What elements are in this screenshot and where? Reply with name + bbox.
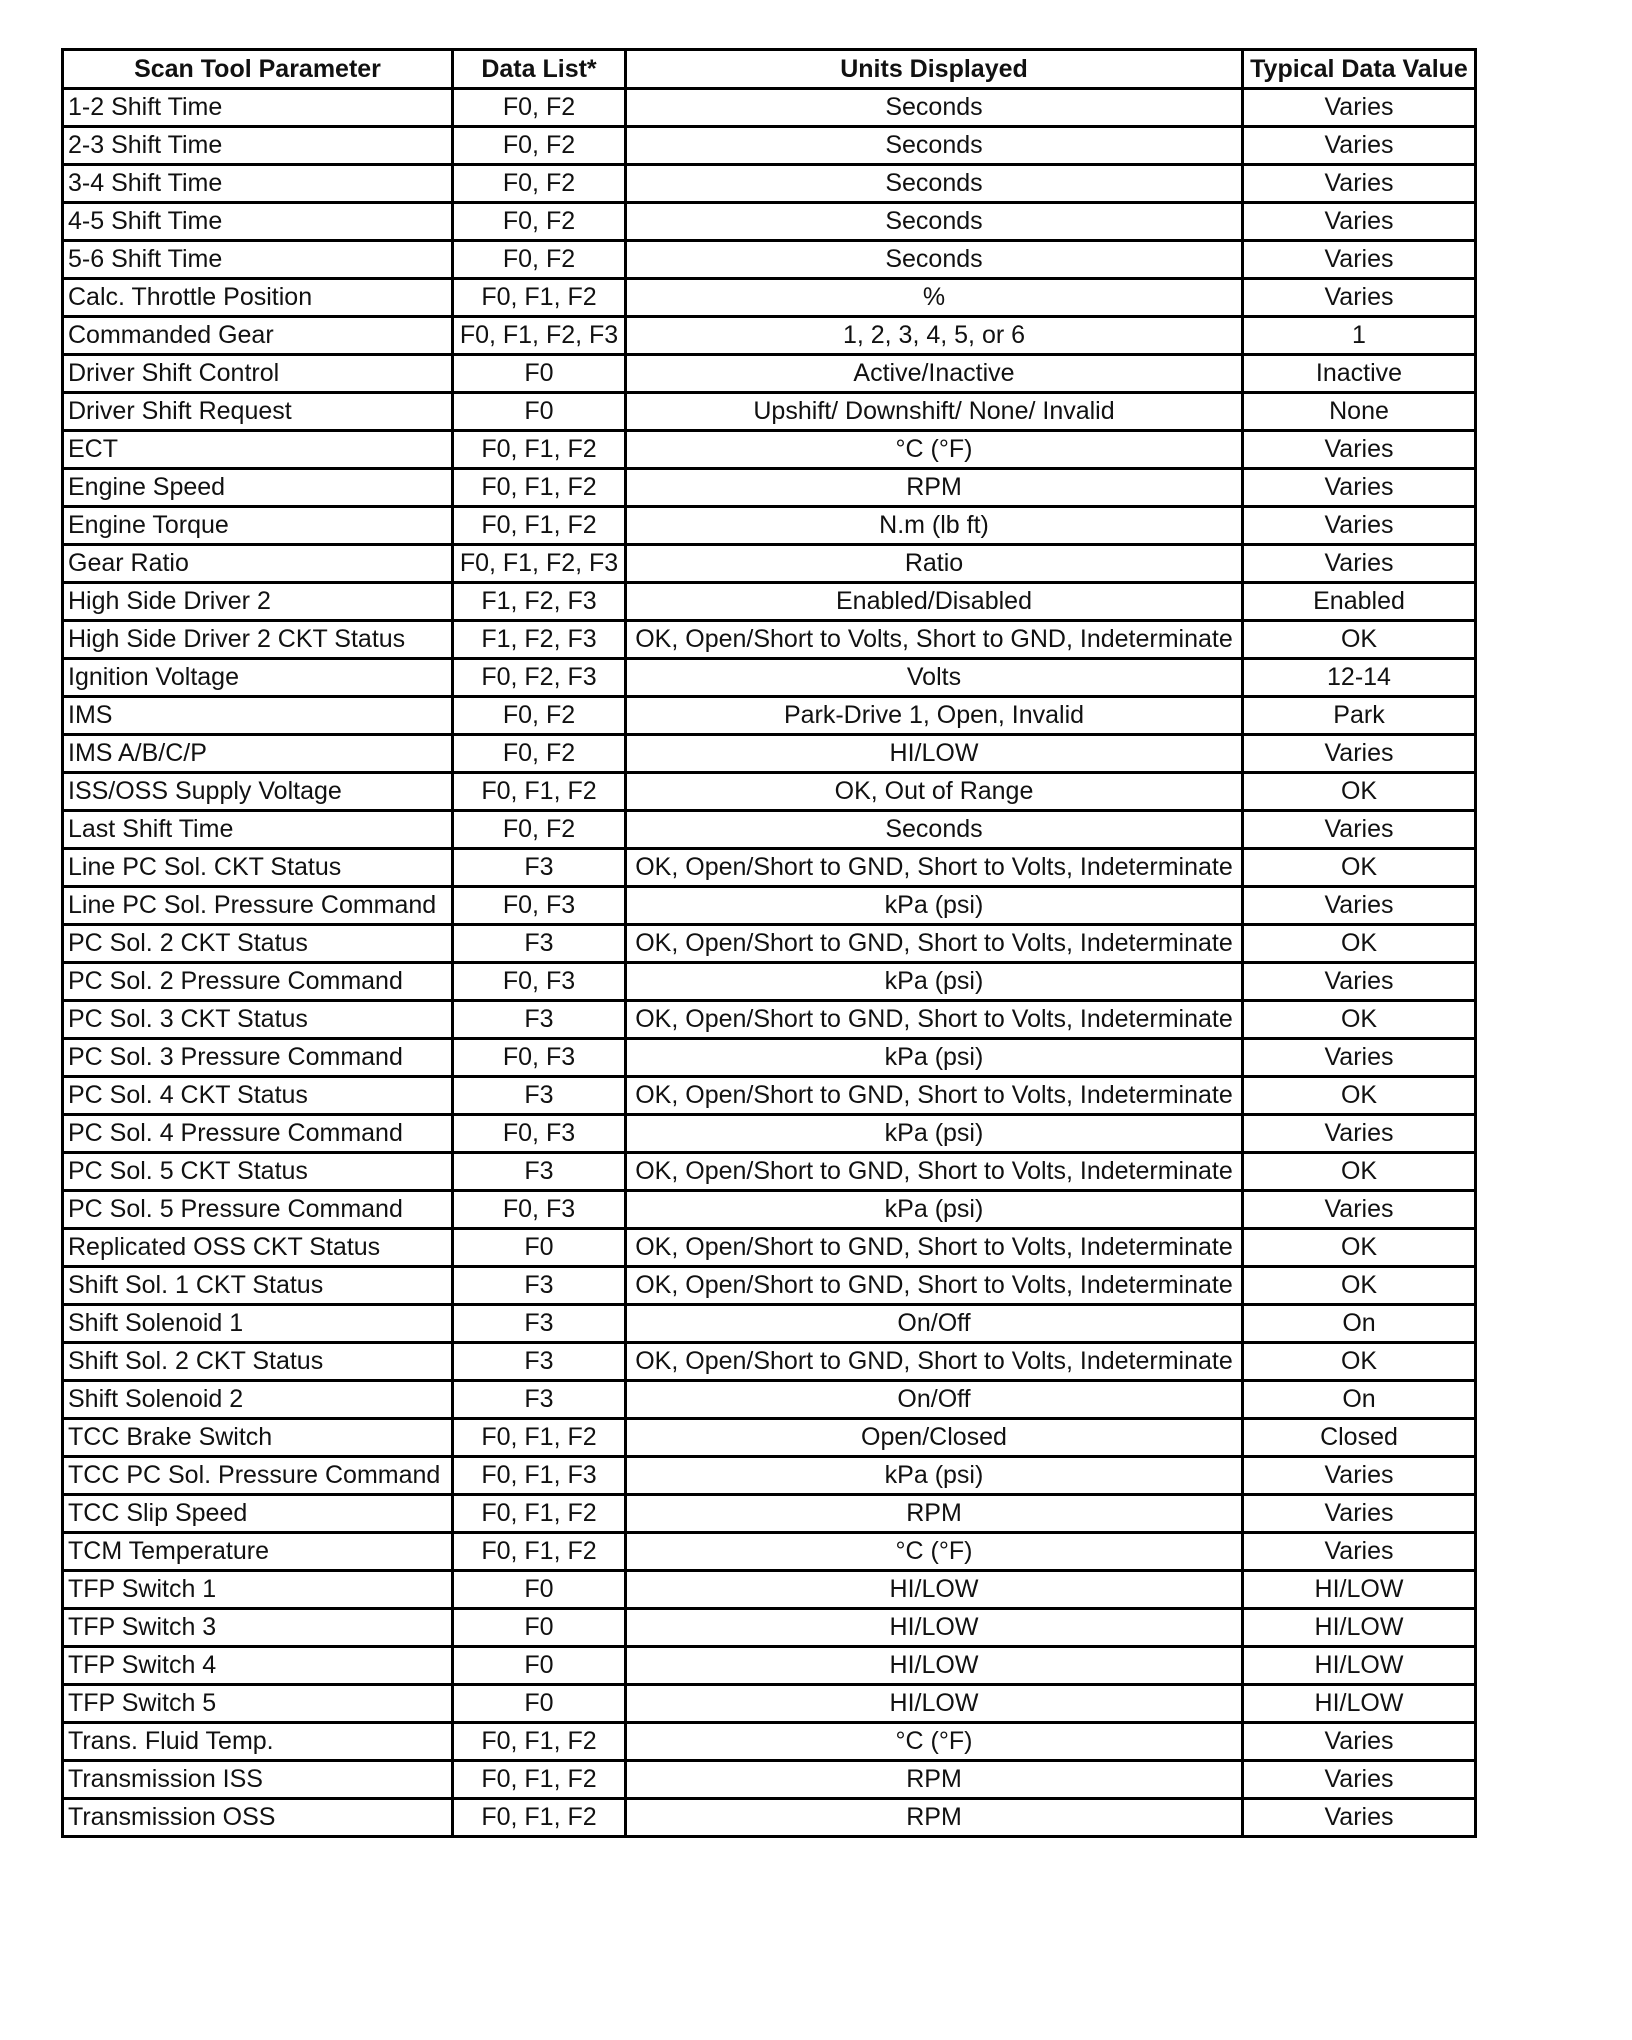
typical-value-cell: OK: [1243, 1001, 1476, 1039]
data-list-cell: F3: [453, 1077, 626, 1115]
parameter-cell: TFP Switch 1: [63, 1571, 453, 1609]
typical-value-cell: Varies: [1243, 1533, 1476, 1571]
data-list-cell: F0, F3: [453, 887, 626, 925]
typical-value-cell: Varies: [1243, 1723, 1476, 1761]
typical-value-cell: Varies: [1243, 127, 1476, 165]
units-cell: N.m (lb ft): [626, 507, 1243, 545]
units-cell: %: [626, 279, 1243, 317]
typical-value-cell: Varies: [1243, 1799, 1476, 1837]
parameter-cell: Calc. Throttle Position: [63, 279, 453, 317]
parameter-cell: ECT: [63, 431, 453, 469]
units-cell: OK, Open/Short to GND, Short to Volts, Indeterminate: [626, 1343, 1243, 1381]
table-row: [63, 659, 1476, 697]
typical-value-cell: OK: [1243, 1229, 1476, 1267]
table-row: [63, 1533, 1476, 1571]
units-cell: HI/LOW: [626, 1685, 1243, 1723]
data-list-cell: F3: [453, 1343, 626, 1381]
typical-value-cell: OK: [1243, 1267, 1476, 1305]
units-cell: OK, Open/Short to Volts, Short to GND, Indeterminate: [626, 621, 1243, 659]
typical-value-cell: Varies: [1243, 507, 1476, 545]
table-row: [63, 279, 1476, 317]
units-cell: OK, Open/Short to GND, Short to Volts, Indeterminate: [626, 925, 1243, 963]
data-list-cell: F3: [453, 1001, 626, 1039]
parameter-cell: Last Shift Time: [63, 811, 453, 849]
parameter-cell: PC Sol. 2 Pressure Command: [63, 963, 453, 1001]
data-list-cell: F0, F2: [453, 811, 626, 849]
data-list-cell: F0: [453, 1571, 626, 1609]
data-list-cell: F0, F1, F2: [453, 507, 626, 545]
header-data-list: Data List*: [453, 50, 626, 89]
table-row: [63, 1343, 1476, 1381]
units-cell: HI/LOW: [626, 1571, 1243, 1609]
typical-value-cell: Varies: [1243, 469, 1476, 507]
table-row: [63, 1229, 1476, 1267]
table-row: [63, 1381, 1476, 1419]
parameter-cell: 2-3 Shift Time: [63, 127, 453, 165]
typical-value-cell: HI/LOW: [1243, 1685, 1476, 1723]
table-row: [63, 1457, 1476, 1495]
typical-value-cell: Varies: [1243, 89, 1476, 127]
parameter-cell: TCC Brake Switch: [63, 1419, 453, 1457]
table-row: [63, 1609, 1476, 1647]
units-cell: Seconds: [626, 127, 1243, 165]
units-cell: °C (°F): [626, 431, 1243, 469]
parameter-cell: Trans. Fluid Temp.: [63, 1723, 453, 1761]
data-list-cell: F0, F3: [453, 963, 626, 1001]
units-cell: OK, Open/Short to GND, Short to Volts, Indeterminate: [626, 1001, 1243, 1039]
header-row: [63, 50, 1476, 89]
units-cell: kPa (psi): [626, 1039, 1243, 1077]
parameter-cell: ISS/OSS Supply Voltage: [63, 773, 453, 811]
typical-value-cell: OK: [1243, 849, 1476, 887]
typical-value-cell: On: [1243, 1381, 1476, 1419]
data-list-cell: F0, F3: [453, 1039, 626, 1077]
table-row: [63, 1571, 1476, 1609]
parameter-cell: TFP Switch 3: [63, 1609, 453, 1647]
typical-value-cell: Varies: [1243, 1495, 1476, 1533]
units-cell: HI/LOW: [626, 1609, 1243, 1647]
table-row: [63, 1723, 1476, 1761]
table-row: [63, 925, 1476, 963]
data-list-cell: F0, F1, F2: [453, 1533, 626, 1571]
table-row: [63, 1761, 1476, 1799]
parameter-cell: Ignition Voltage: [63, 659, 453, 697]
table-row: [63, 583, 1476, 621]
table-row: [63, 1267, 1476, 1305]
units-cell: Seconds: [626, 89, 1243, 127]
parameter-cell: Shift Solenoid 2: [63, 1381, 453, 1419]
table-row: [63, 469, 1476, 507]
typical-value-cell: Varies: [1243, 1457, 1476, 1495]
typical-value-cell: Varies: [1243, 203, 1476, 241]
typical-value-cell: On: [1243, 1305, 1476, 1343]
data-list-cell: F0: [453, 1685, 626, 1723]
data-list-cell: F0, F2: [453, 89, 626, 127]
table-row: [63, 165, 1476, 203]
units-cell: On/Off: [626, 1305, 1243, 1343]
parameter-cell: Line PC Sol. Pressure Command: [63, 887, 453, 925]
units-cell: OK, Open/Short to GND, Short to Volts, Indeterminate: [626, 849, 1243, 887]
units-cell: RPM: [626, 1799, 1243, 1837]
units-cell: RPM: [626, 1761, 1243, 1799]
typical-value-cell: Varies: [1243, 545, 1476, 583]
data-list-cell: F3: [453, 925, 626, 963]
data-list-cell: F0, F2: [453, 165, 626, 203]
units-cell: RPM: [626, 1495, 1243, 1533]
typical-value-cell: Varies: [1243, 279, 1476, 317]
units-cell: Seconds: [626, 165, 1243, 203]
parameter-cell: Engine Torque: [63, 507, 453, 545]
typical-value-cell: HI/LOW: [1243, 1571, 1476, 1609]
parameter-cell: 1-2 Shift Time: [63, 89, 453, 127]
units-cell: Seconds: [626, 811, 1243, 849]
typical-value-cell: Varies: [1243, 431, 1476, 469]
table-body: [63, 89, 1476, 1837]
table-row: [63, 1039, 1476, 1077]
typical-value-cell: HI/LOW: [1243, 1609, 1476, 1647]
parameter-cell: 3-4 Shift Time: [63, 165, 453, 203]
data-list-cell: F0, F1, F2: [453, 431, 626, 469]
parameter-cell: PC Sol. 2 CKT Status: [63, 925, 453, 963]
table-row: [63, 545, 1476, 583]
table-row: [63, 241, 1476, 279]
data-list-cell: F0, F1, F2, F3: [453, 317, 626, 355]
parameter-cell: Line PC Sol. CKT Status: [63, 849, 453, 887]
parameter-cell: Driver Shift Request: [63, 393, 453, 431]
table-row: [63, 811, 1476, 849]
table-header: [63, 50, 1476, 89]
typical-value-cell: Varies: [1243, 1191, 1476, 1229]
units-cell: Volts: [626, 659, 1243, 697]
typical-value-cell: Inactive: [1243, 355, 1476, 393]
header-scan-tool-parameter: Scan Tool Parameter: [63, 50, 453, 89]
units-cell: Enabled/Disabled: [626, 583, 1243, 621]
table-row: [63, 1495, 1476, 1533]
data-list-cell: F0, F3: [453, 1191, 626, 1229]
units-cell: OK, Open/Short to GND, Short to Volts, Indeterminate: [626, 1267, 1243, 1305]
typical-value-cell: Varies: [1243, 963, 1476, 1001]
table-row: [63, 621, 1476, 659]
units-cell: 1, 2, 3, 4, 5, or 6: [626, 317, 1243, 355]
table-row: [63, 1419, 1476, 1457]
parameter-cell: High Side Driver 2: [63, 583, 453, 621]
units-cell: kPa (psi): [626, 963, 1243, 1001]
parameter-cell: PC Sol. 3 CKT Status: [63, 1001, 453, 1039]
typical-value-cell: Varies: [1243, 165, 1476, 203]
header-typical-data-value: Typical Data Value: [1243, 50, 1476, 89]
parameter-cell: TCC PC Sol. Pressure Command: [63, 1457, 453, 1495]
units-cell: Open/Closed: [626, 1419, 1243, 1457]
units-cell: Seconds: [626, 203, 1243, 241]
table-row: [63, 1115, 1476, 1153]
table-row: [63, 89, 1476, 127]
table-row: [63, 355, 1476, 393]
units-cell: °C (°F): [626, 1723, 1243, 1761]
parameter-cell: PC Sol. 5 Pressure Command: [63, 1191, 453, 1229]
data-list-cell: F0, F1, F2: [453, 1419, 626, 1457]
scan-tool-parameter-table: [61, 48, 1477, 1838]
data-list-cell: F3: [453, 1381, 626, 1419]
typical-value-cell: HI/LOW: [1243, 1647, 1476, 1685]
table-row: [63, 1305, 1476, 1343]
table-row: [63, 1685, 1476, 1723]
parameter-cell: PC Sol. 4 CKT Status: [63, 1077, 453, 1115]
units-cell: OK, Open/Short to GND, Short to Volts, Indeterminate: [626, 1077, 1243, 1115]
parameter-cell: PC Sol. 3 Pressure Command: [63, 1039, 453, 1077]
data-list-cell: F0, F1, F2: [453, 773, 626, 811]
table-row: [63, 1077, 1476, 1115]
units-cell: Seconds: [626, 241, 1243, 279]
parameter-cell: TCM Temperature: [63, 1533, 453, 1571]
typical-value-cell: Varies: [1243, 735, 1476, 773]
typical-value-cell: 1: [1243, 317, 1476, 355]
scan-tool-data-sheet: [61, 48, 1477, 1838]
units-cell: Park-Drive 1, Open, Invalid: [626, 697, 1243, 735]
typical-value-cell: Park: [1243, 697, 1476, 735]
parameter-cell: Transmission ISS: [63, 1761, 453, 1799]
data-list-cell: F0: [453, 1609, 626, 1647]
data-list-cell: F0, F2: [453, 203, 626, 241]
units-cell: kPa (psi): [626, 1457, 1243, 1495]
table-row: [63, 1001, 1476, 1039]
typical-value-cell: Varies: [1243, 1761, 1476, 1799]
units-cell: kPa (psi): [626, 1115, 1243, 1153]
table-row: [63, 887, 1476, 925]
parameter-cell: TCC Slip Speed: [63, 1495, 453, 1533]
table-row: [63, 127, 1476, 165]
data-list-cell: F0, F2: [453, 697, 626, 735]
data-list-cell: F0: [453, 1647, 626, 1685]
data-list-cell: F3: [453, 1267, 626, 1305]
table-row: [63, 317, 1476, 355]
units-cell: °C (°F): [626, 1533, 1243, 1571]
parameter-cell: Shift Solenoid 1: [63, 1305, 453, 1343]
typical-value-cell: OK: [1243, 1343, 1476, 1381]
data-list-cell: F1, F2, F3: [453, 583, 626, 621]
data-list-cell: F0, F1, F2: [453, 1723, 626, 1761]
table-row: [63, 963, 1476, 1001]
parameter-cell: Transmission OSS: [63, 1799, 453, 1837]
data-list-cell: F0, F2: [453, 127, 626, 165]
data-list-cell: F3: [453, 1305, 626, 1343]
table-row: [63, 1153, 1476, 1191]
data-list-cell: F0, F2, F3: [453, 659, 626, 697]
parameter-cell: Replicated OSS CKT Status: [63, 1229, 453, 1267]
parameter-cell: IMS: [63, 697, 453, 735]
typical-value-cell: Closed: [1243, 1419, 1476, 1457]
typical-value-cell: Varies: [1243, 811, 1476, 849]
table-row: [63, 773, 1476, 811]
units-cell: HI/LOW: [626, 735, 1243, 773]
data-list-cell: F0, F1, F2: [453, 1495, 626, 1533]
table-row: [63, 393, 1476, 431]
parameter-cell: PC Sol. 4 Pressure Command: [63, 1115, 453, 1153]
parameter-cell: PC Sol. 5 CKT Status: [63, 1153, 453, 1191]
header-units-displayed: Units Displayed: [626, 50, 1243, 89]
data-list-cell: F3: [453, 1153, 626, 1191]
data-list-cell: F0: [453, 393, 626, 431]
table-row: [63, 1799, 1476, 1837]
parameter-cell: TFP Switch 5: [63, 1685, 453, 1723]
parameter-cell: Driver Shift Control: [63, 355, 453, 393]
parameter-cell: 4-5 Shift Time: [63, 203, 453, 241]
units-cell: OK, Out of Range: [626, 773, 1243, 811]
data-list-cell: F0: [453, 1229, 626, 1267]
units-cell: kPa (psi): [626, 887, 1243, 925]
typical-value-cell: OK: [1243, 773, 1476, 811]
table-row: [63, 1647, 1476, 1685]
typical-value-cell: None: [1243, 393, 1476, 431]
data-list-cell: F3: [453, 849, 626, 887]
data-list-cell: F0: [453, 355, 626, 393]
data-list-cell: F0, F3: [453, 1115, 626, 1153]
typical-value-cell: Varies: [1243, 1115, 1476, 1153]
typical-value-cell: Varies: [1243, 241, 1476, 279]
data-list-cell: F0, F1, F2: [453, 1799, 626, 1837]
table-row: [63, 431, 1476, 469]
typical-value-cell: OK: [1243, 1153, 1476, 1191]
units-cell: Active/Inactive: [626, 355, 1243, 393]
data-list-cell: F0, F1, F2: [453, 279, 626, 317]
units-cell: OK, Open/Short to GND, Short to Volts, Indeterminate: [626, 1229, 1243, 1267]
parameter-cell: Gear Ratio: [63, 545, 453, 583]
data-list-cell: F0, F1, F2, F3: [453, 545, 626, 583]
typical-value-cell: OK: [1243, 1077, 1476, 1115]
table-row: [63, 507, 1476, 545]
table-row: [63, 697, 1476, 735]
table-row: [63, 849, 1476, 887]
parameter-cell: 5-6 Shift Time: [63, 241, 453, 279]
units-cell: On/Off: [626, 1381, 1243, 1419]
table-row: [63, 203, 1476, 241]
parameter-cell: Commanded Gear: [63, 317, 453, 355]
units-cell: OK, Open/Short to GND, Short to Volts, Indeterminate: [626, 1153, 1243, 1191]
typical-value-cell: Enabled: [1243, 583, 1476, 621]
parameter-cell: Engine Speed: [63, 469, 453, 507]
units-cell: kPa (psi): [626, 1191, 1243, 1229]
table-row: [63, 1191, 1476, 1229]
data-list-cell: F0, F1, F3: [453, 1457, 626, 1495]
data-list-cell: F0, F2: [453, 241, 626, 279]
typical-value-cell: Varies: [1243, 1039, 1476, 1077]
data-list-cell: F0, F2: [453, 735, 626, 773]
typical-value-cell: 12-14: [1243, 659, 1476, 697]
data-list-cell: F1, F2, F3: [453, 621, 626, 659]
units-cell: HI/LOW: [626, 1647, 1243, 1685]
typical-value-cell: OK: [1243, 925, 1476, 963]
typical-value-cell: Varies: [1243, 887, 1476, 925]
parameter-cell: Shift Sol. 2 CKT Status: [63, 1343, 453, 1381]
units-cell: Ratio: [626, 545, 1243, 583]
parameter-cell: TFP Switch 4: [63, 1647, 453, 1685]
typical-value-cell: OK: [1243, 621, 1476, 659]
table-row: [63, 735, 1476, 773]
parameter-cell: IMS A/B/C/P: [63, 735, 453, 773]
data-list-cell: F0, F1, F2: [453, 1761, 626, 1799]
parameter-cell: Shift Sol. 1 CKT Status: [63, 1267, 453, 1305]
parameter-cell: High Side Driver 2 CKT Status: [63, 621, 453, 659]
units-cell: Upshift/ Downshift/ None/ Invalid: [626, 393, 1243, 431]
units-cell: RPM: [626, 469, 1243, 507]
data-list-cell: F0, F1, F2: [453, 469, 626, 507]
